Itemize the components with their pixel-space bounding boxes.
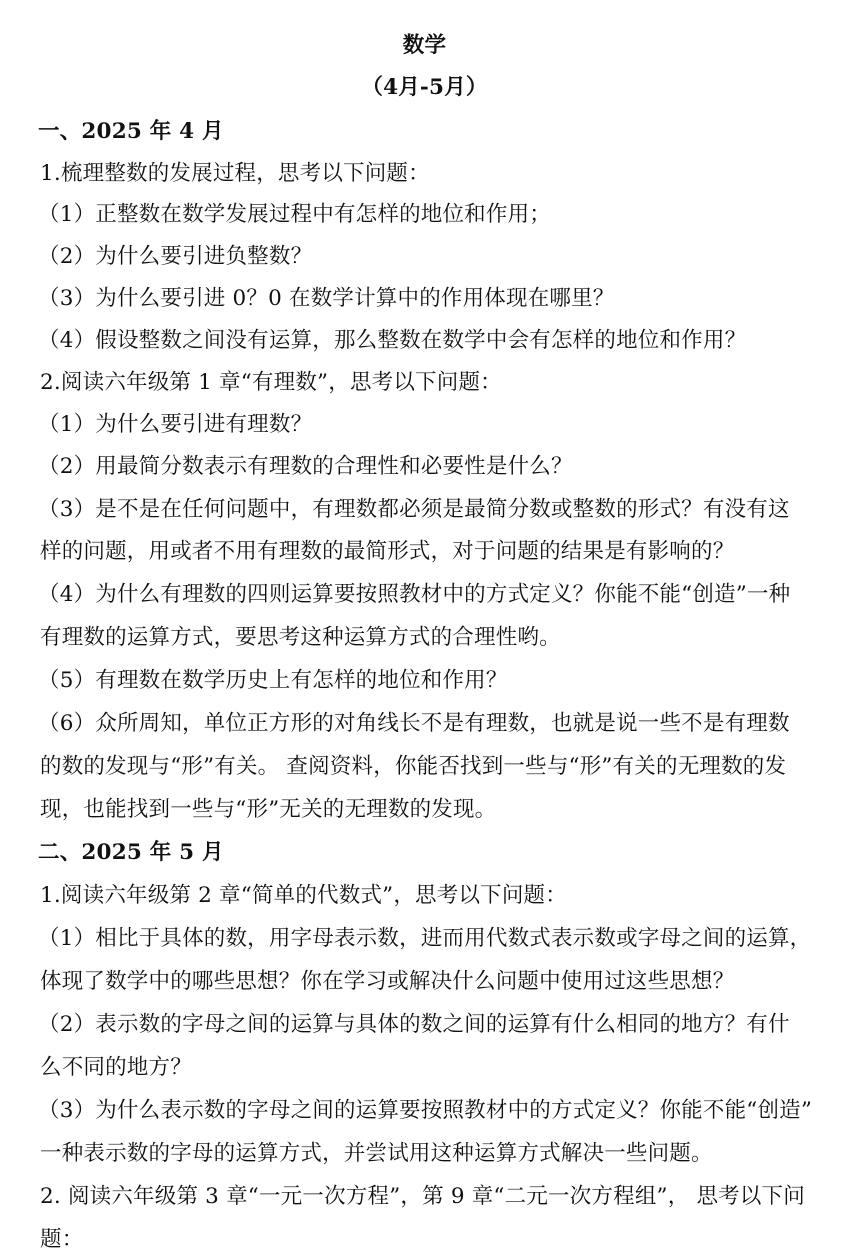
document-title: 数学 [402, 33, 447, 58]
question-item-continued: 样的问题，用或者不用有理数的最简形式，对于问题的结果是有影响的？ [40, 539, 735, 564]
question-item: （2）用最简分数表示有理数的合理性和必要性是什么？ [38, 454, 573, 479]
question-heading: 1.阅读六年级第 2 章“简单的代数式”，思考以下问题： [40, 883, 567, 908]
question-item-continued: 现，也能找到一些与“形”无关的无理数的发现。 [40, 797, 497, 822]
question-item-continued: 么不同的地方？ [40, 1055, 192, 1080]
question-item: （4）为什么有理数的四则运算要按照教材中的方式定义？你能不能“创造”一种 [38, 582, 791, 607]
question-heading: 2. 阅读六年级第 3 章“一元一次方程”，第 9 章“二元一次方程组”， 思考以下问 [40, 1184, 805, 1209]
question-item: （5）有理数在数学历史上有怎样的地位和作用？ [38, 668, 508, 693]
question-item: （2）表示数的字母之间的运算与具体的数之间的运算有什么相同的地方？有什 [38, 1012, 790, 1037]
section-heading-may: 二、2025 年 5 月 [38, 840, 224, 865]
question-item: （1）正整数在数学发展过程中有怎样的地位和作用； [38, 202, 551, 227]
section-heading-april: 一、2025 年 4 月 [38, 119, 224, 144]
question-item: （3）是不是在任何问题中，有理数都必须是最简分数或整数的形式？有没有这 [38, 497, 790, 522]
question-item-continued: 一种表示数的字母的运算方式，并尝试用这种运算方式解决一些问题。 [40, 1141, 713, 1166]
question-heading: 2.阅读六年级第 1 章“有理数”，思考以下问题： [40, 370, 502, 395]
question-item-continued: 体现了数学中的哪些思想？你在学习或解决什么问题中使用过这些思想？ [40, 969, 735, 994]
question-item: （1）为什么要引进有理数？ [38, 412, 313, 437]
question-item: （1）相比于具体的数，用字母表示数，进而用代数式表示数或字母之间的运算， [38, 926, 812, 951]
question-heading-continued: 题： [40, 1227, 84, 1252]
question-item: （3）为什么表示数的字母之间的运算要按照教材中的方式定义？你能不能“创造” [38, 1098, 813, 1123]
document-subtitle: （4月-5月） [361, 75, 488, 100]
question-item: （6）众所周知，单位正方形的对角线长不是有理数，也就是说一些不是有理数 [38, 711, 790, 736]
question-heading: 1.梳理整数的发展过程，思考以下问题： [40, 161, 430, 186]
question-item-continued: 的数的发现与“形”有关。 查阅资料，你能否找到一些与“形”有关的无理数的发 [40, 754, 787, 779]
question-item: （4）假设整数之间没有运算，那么整数在数学中会有怎样的地位和作用？ [38, 328, 747, 353]
question-item: （2）为什么要引进负整数？ [38, 244, 313, 269]
question-item-continued: 有理数的运算方式，要思考这种运算方式的合理性哟。 [40, 625, 561, 650]
question-item: （3）为什么要引进 0？0 在数学计算中的作用体现在哪里？ [38, 286, 615, 311]
